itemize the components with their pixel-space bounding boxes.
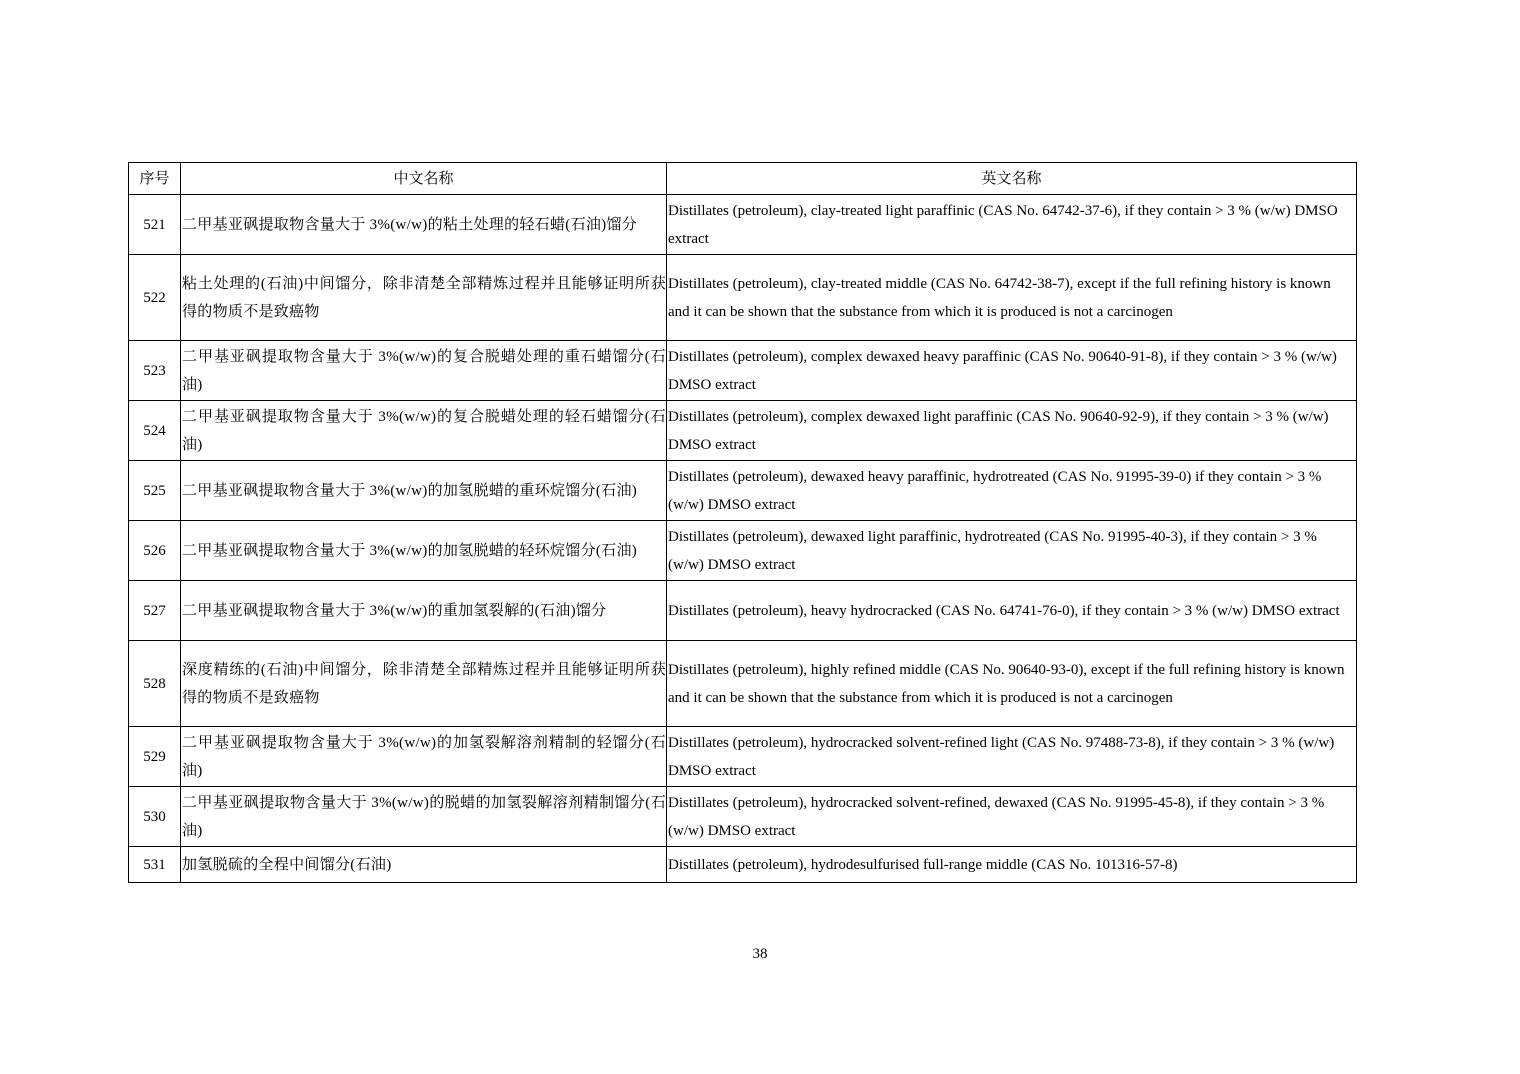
row-chinese-name: 二甲基亚砜提取物含量大于 3%(w/w)的复合脱蜡处理的轻石蜡馏分(石油) bbox=[181, 401, 667, 461]
row-english-name: Distillates (petroleum), clay-treated middle (CAS No. 64742-38-7), except if the full refining history is known and it can be shown that the substance from which it is produced is not a carcinogen bbox=[667, 255, 1357, 341]
row-number: 529 bbox=[129, 727, 181, 787]
table-row bbox=[129, 461, 1357, 521]
table-row bbox=[129, 255, 1357, 341]
row-english-name: Distillates (petroleum), complex dewaxed heavy paraffinic (CAS No. 90640-91-8), if they contain > 3 % (w/w) DMSO extract bbox=[667, 341, 1357, 401]
table-row bbox=[129, 195, 1357, 255]
row-number: 528 bbox=[129, 641, 181, 727]
header-english-name: 英文名称 bbox=[667, 163, 1357, 195]
table-row bbox=[129, 727, 1357, 787]
table-header-row bbox=[129, 163, 1357, 195]
table-row bbox=[129, 847, 1357, 883]
table-row bbox=[129, 341, 1357, 401]
row-number: 524 bbox=[129, 401, 181, 461]
row-chinese-name: 加氢脱硫的全程中间馏分(石油) bbox=[181, 847, 667, 883]
page-number: 38 bbox=[752, 946, 768, 962]
table-row bbox=[129, 401, 1357, 461]
row-chinese-name: 二甲基亚砜提取物含量大于 3%(w/w)的加氢裂解溶剂精制的轻馏分(石油) bbox=[181, 727, 667, 787]
row-number: 523 bbox=[129, 341, 181, 401]
row-chinese-name: 二甲基亚砜提取物含量大于 3%(w/w)的加氢脱蜡的轻环烷馏分(石油) bbox=[181, 521, 667, 581]
row-chinese-name: 深度精练的(石油)中间馏分，除非清楚全部精炼过程并且能够证明所获得的物质不是致癌物 bbox=[181, 641, 667, 727]
table-row bbox=[129, 581, 1357, 641]
row-number: 525 bbox=[129, 461, 181, 521]
row-number: 530 bbox=[129, 787, 181, 847]
row-english-name: Distillates (petroleum), dewaxed light paraffinic, hydrotreated (CAS No. 91995-40-3), if they contain > 3 % (w/w) DMSO extract bbox=[667, 521, 1357, 581]
row-number: 522 bbox=[129, 255, 181, 341]
row-english-name: Distillates (petroleum), hydrodesulfurised full-range middle (CAS No. 101316-57-8) bbox=[667, 847, 1357, 883]
row-chinese-name: 二甲基亚砜提取物含量大于 3%(w/w)的粘土处理的轻石蜡(石油)馏分 bbox=[181, 195, 667, 255]
row-english-name: Distillates (petroleum), complex dewaxed light paraffinic (CAS No. 90640-92-9), if they contain > 3 % (w/w) DMSO extract bbox=[667, 401, 1357, 461]
row-chinese-name: 二甲基亚砜提取物含量大于 3%(w/w)的加氢脱蜡的重环烷馏分(石油) bbox=[181, 461, 667, 521]
table-row bbox=[129, 641, 1357, 727]
row-english-name: Distillates (petroleum), dewaxed heavy paraffinic, hydrotreated (CAS No. 91995-39-0) if they contain > 3 % (w/w) DMSO extract bbox=[667, 461, 1357, 521]
header-number: 序号 bbox=[129, 163, 181, 195]
row-chinese-name: 二甲基亚砜提取物含量大于 3%(w/w)的脱蜡的加氢裂解溶剂精制馏分(石油) bbox=[181, 787, 667, 847]
row-english-name: Distillates (petroleum), hydrocracked solvent-refined light (CAS No. 97488-73-8), if they contain > 3 % (w/w) DMSO extract bbox=[667, 727, 1357, 787]
row-number: 531 bbox=[129, 847, 181, 883]
substance-table bbox=[128, 162, 1357, 883]
row-chinese-name: 二甲基亚砜提取物含量大于 3%(w/w)的复合脱蜡处理的重石蜡馏分(石油) bbox=[181, 341, 667, 401]
header-chinese-name: 中文名称 bbox=[181, 163, 667, 195]
row-chinese-name: 粘土处理的(石油)中间馏分，除非清楚全部精炼过程并且能够证明所获得的物质不是致癌物 bbox=[181, 255, 667, 341]
row-english-name: Distillates (petroleum), heavy hydrocracked (CAS No. 64741-76-0), if they contain > 3 % (w/w) DMSO extract bbox=[667, 581, 1357, 641]
row-number: 521 bbox=[129, 195, 181, 255]
row-number: 526 bbox=[129, 521, 181, 581]
row-english-name: Distillates (petroleum), clay-treated light paraffinic (CAS No. 64742-37-6), if they contain > 3 % (w/w) DMSO extract bbox=[667, 195, 1357, 255]
row-english-name: Distillates (petroleum), hydrocracked solvent-refined, dewaxed (CAS No. 91995-45-8), if they contain > 3 % (w/w) DMSO extract bbox=[667, 787, 1357, 847]
row-english-name: Distillates (petroleum), highly refined middle (CAS No. 90640-93-0), except if the full refining history is known and it can be shown that the substance from which it is produced is not a carcinogen bbox=[667, 641, 1357, 727]
table-row bbox=[129, 521, 1357, 581]
table-row bbox=[129, 787, 1357, 847]
row-number: 527 bbox=[129, 581, 181, 641]
row-chinese-name: 二甲基亚砜提取物含量大于 3%(w/w)的重加氢裂解的(石油)馏分 bbox=[181, 581, 667, 641]
